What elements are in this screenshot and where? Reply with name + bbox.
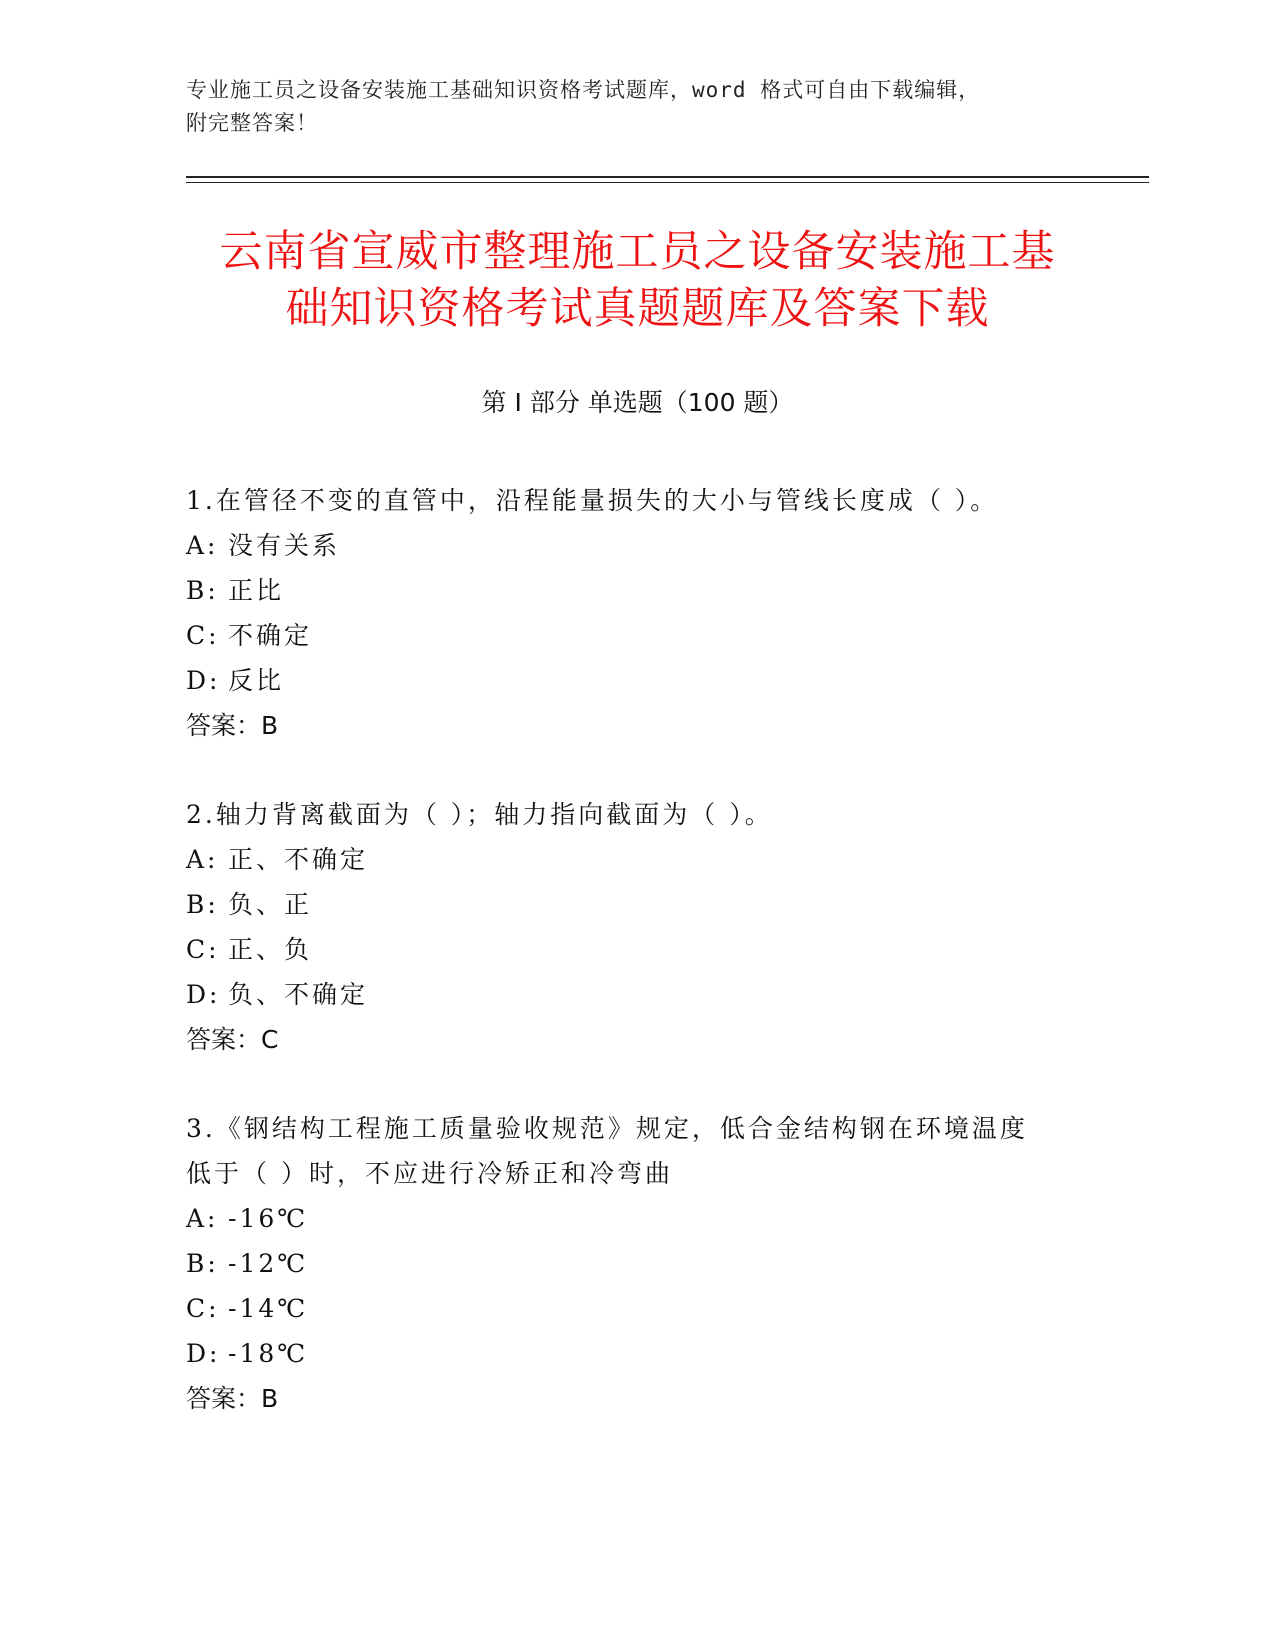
option-key: B: bbox=[186, 576, 219, 605]
option-b bbox=[186, 568, 1066, 613]
option-text: 负、正 bbox=[228, 890, 313, 919]
option-text: -12℃ bbox=[228, 1249, 309, 1278]
option-text: -18℃ bbox=[228, 1339, 309, 1368]
option-d bbox=[186, 972, 1066, 1017]
option-text: 正、负 bbox=[228, 935, 313, 964]
question-stem: 1.在管径不变的直管中，沿程能量损失的大小与管线长度成（ ）。 bbox=[186, 486, 999, 515]
option-key: A: bbox=[186, 1204, 219, 1233]
option-a bbox=[186, 523, 1066, 568]
document-title-line-2: 础知识资格考试真题题库及答案下载 bbox=[285, 284, 990, 334]
option-d bbox=[186, 1331, 1066, 1376]
header-divider-thin bbox=[186, 182, 1149, 183]
option-text: 反比 bbox=[228, 666, 285, 695]
option-key: A: bbox=[186, 845, 219, 874]
question-stem-continued: 低于（ ）时，不应进行冷矫正和冷弯曲 bbox=[186, 1159, 673, 1188]
option-a bbox=[186, 837, 1066, 882]
question-stem: 2.轴力背离截面为（ ）；轴力指向截面为（ ）。 bbox=[186, 800, 773, 829]
answer-line: 答案：B bbox=[186, 711, 279, 740]
option-key: D: bbox=[186, 1339, 221, 1368]
option-c bbox=[186, 927, 1066, 972]
question-1 bbox=[186, 478, 1066, 748]
option-text: 不确定 bbox=[228, 621, 313, 650]
option-c bbox=[186, 613, 1066, 658]
option-b bbox=[186, 1241, 1066, 1286]
header-note bbox=[186, 74, 1066, 140]
option-key: A: bbox=[186, 531, 219, 560]
answer-line: 答案：C bbox=[186, 1025, 279, 1054]
option-a bbox=[186, 1196, 1066, 1241]
option-key: C: bbox=[186, 621, 220, 650]
option-text: 没有关系 bbox=[228, 531, 341, 560]
option-key: D: bbox=[186, 666, 221, 695]
option-key: C: bbox=[186, 1294, 220, 1323]
option-text: 正、不确定 bbox=[228, 845, 369, 874]
document-title bbox=[150, 224, 1125, 338]
question-2 bbox=[186, 792, 1066, 1062]
option-text: 正比 bbox=[228, 576, 285, 605]
question-list bbox=[186, 478, 1066, 1465]
option-d bbox=[186, 658, 1066, 703]
question-stem: 3.《钢结构工程施工质量验收规范》规定，低合金结构钢在环境温度 bbox=[186, 1114, 1028, 1143]
option-text: -14℃ bbox=[228, 1294, 309, 1323]
option-key: B: bbox=[186, 1249, 219, 1278]
header-divider-thick bbox=[186, 176, 1149, 178]
answer-line: 答案：B bbox=[186, 1384, 279, 1413]
question-3 bbox=[186, 1106, 1066, 1421]
option-key: B: bbox=[186, 890, 219, 919]
option-b bbox=[186, 882, 1066, 927]
document-title-line-1: 云南省宣威市整理施工员之设备安装施工基 bbox=[219, 227, 1056, 277]
option-key: D: bbox=[186, 980, 221, 1009]
option-text: -16℃ bbox=[228, 1204, 309, 1233]
option-c bbox=[186, 1286, 1066, 1331]
header-note-line-1: 专业施工员之设备安装施工基础知识资格考试题库，word 格式可自由下载编辑， bbox=[186, 78, 981, 102]
option-text: 负、不确定 bbox=[228, 980, 369, 1009]
header-note-line-2: 附完整答案！ bbox=[186, 111, 318, 135]
option-key: C: bbox=[186, 935, 220, 964]
section-heading: 第 I 部分 单选题（100 题） bbox=[481, 388, 794, 417]
